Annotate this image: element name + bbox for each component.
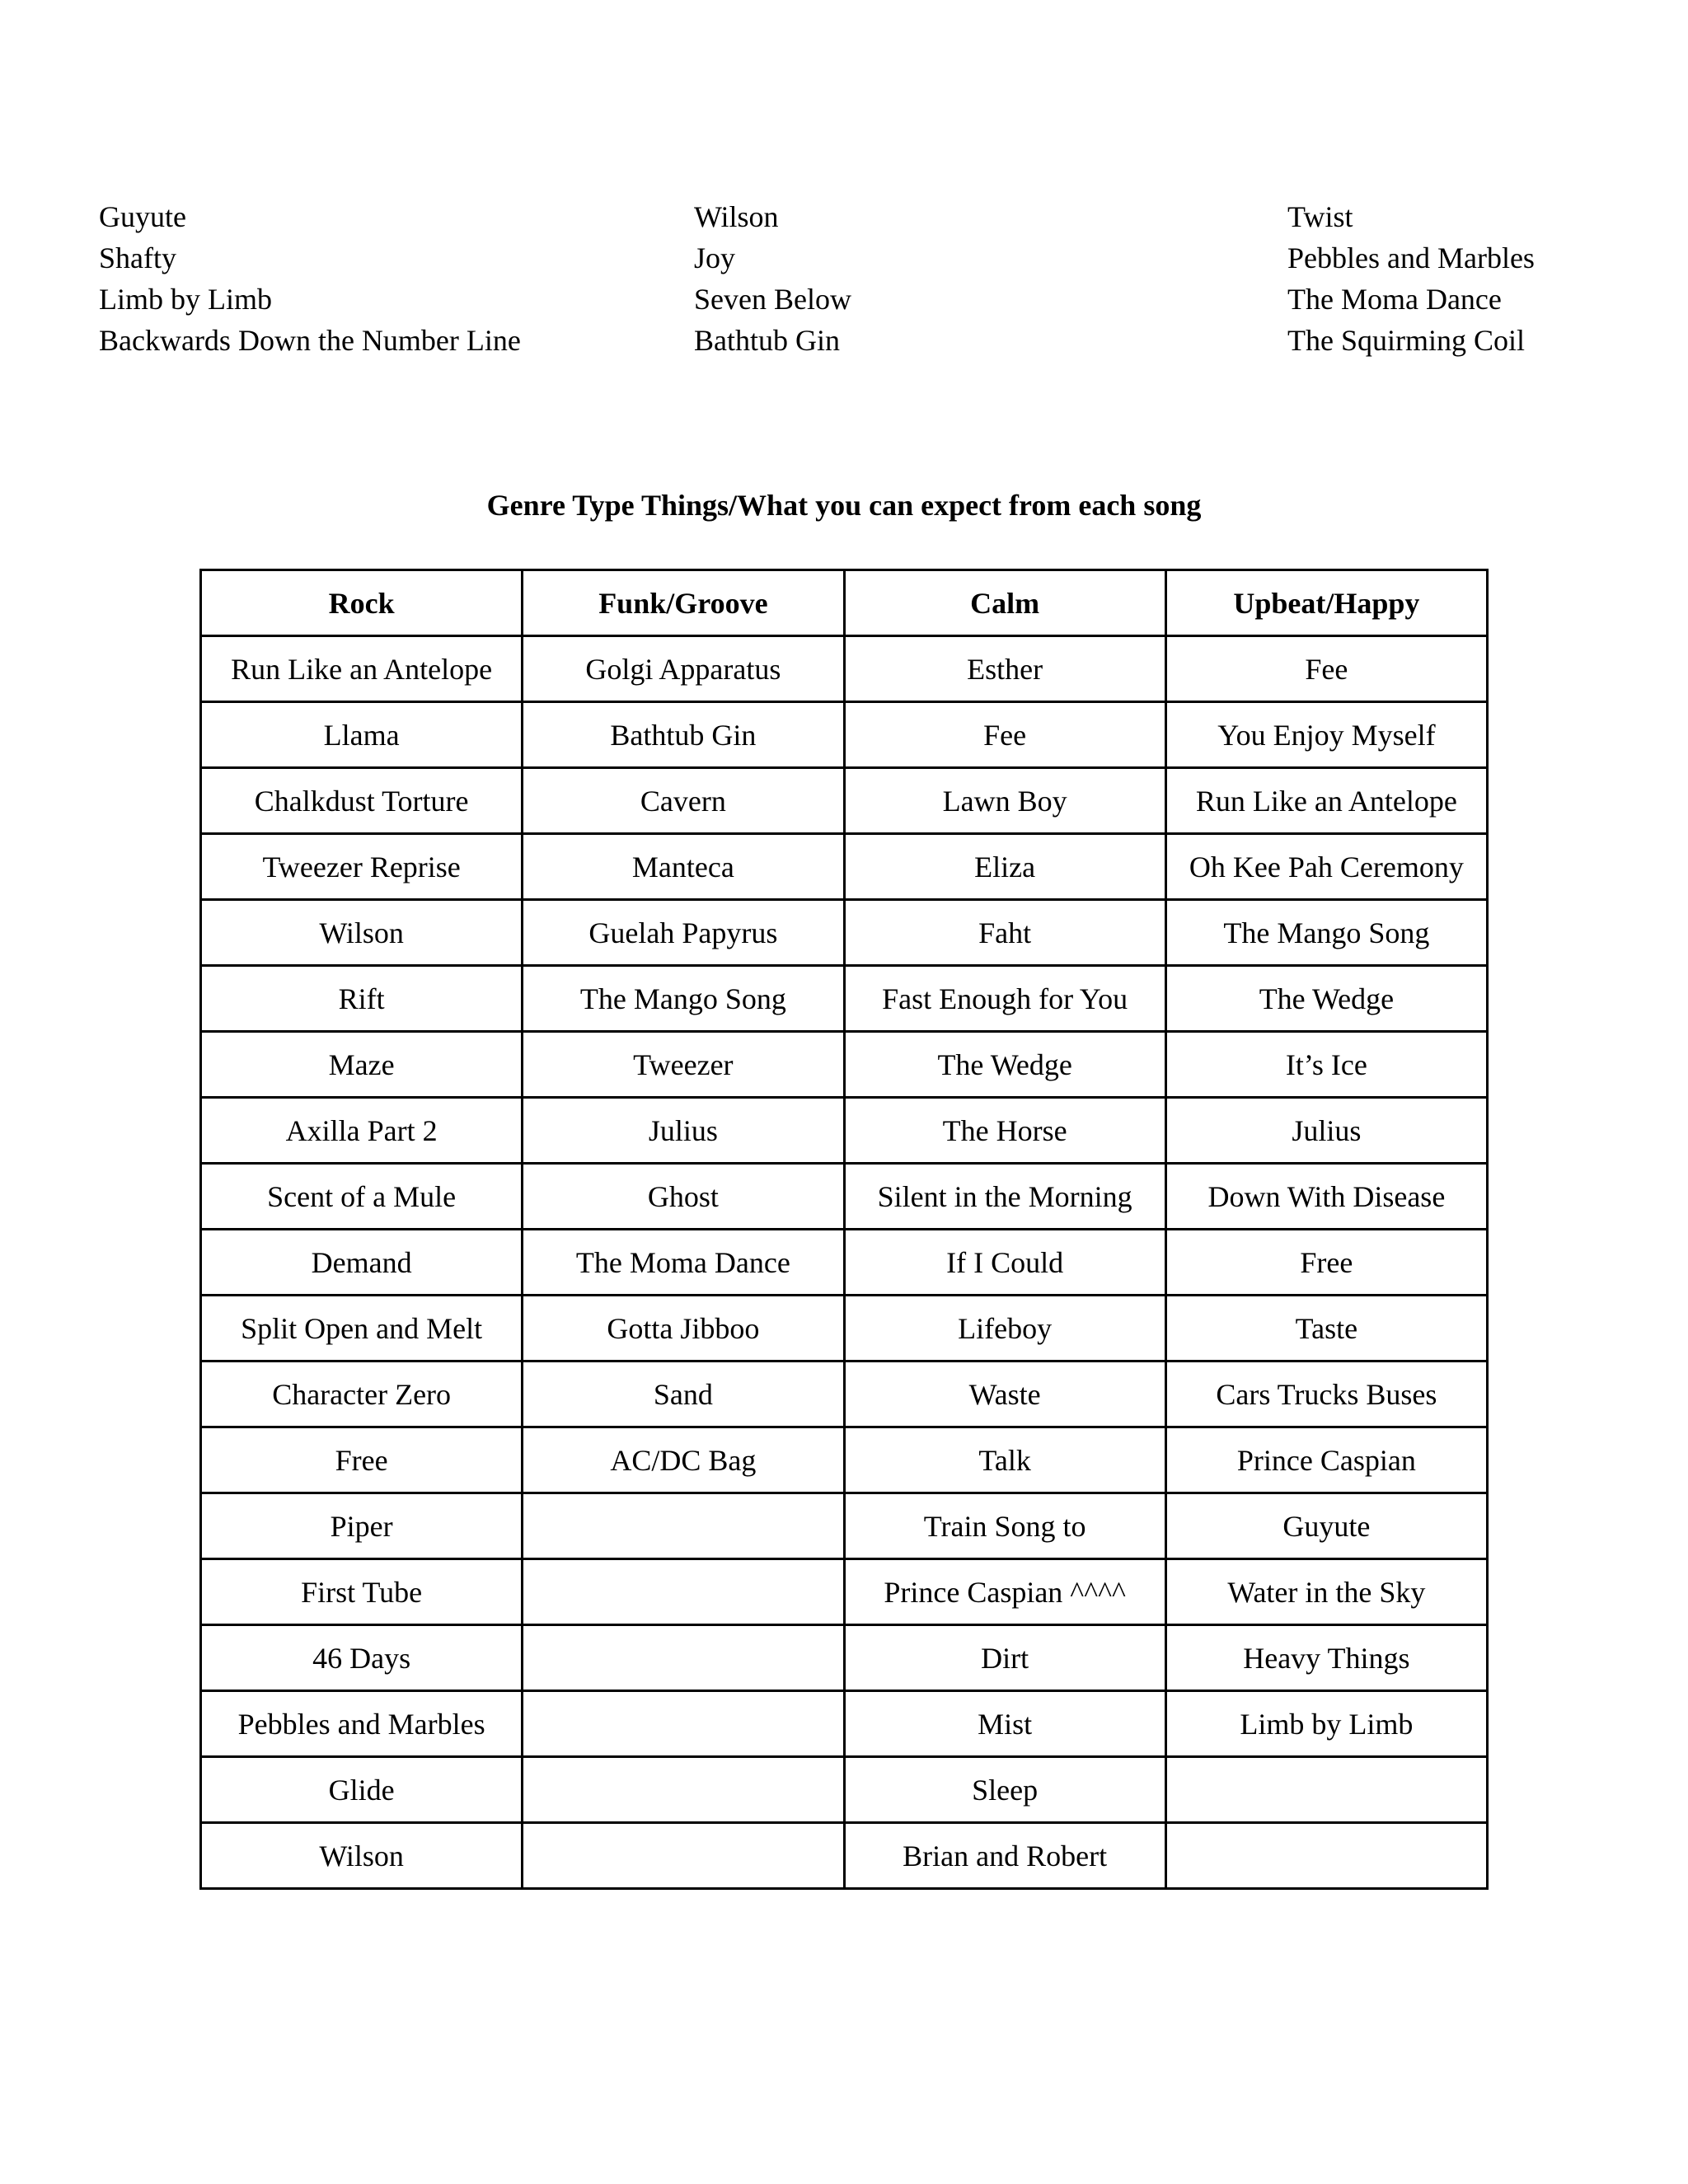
table-cell: If I Could: [844, 1230, 1165, 1296]
table-cell: Free: [201, 1427, 523, 1493]
table-cell: Down With Disease: [1165, 1164, 1487, 1230]
song-line: Wilson: [694, 200, 779, 233]
song-line: Joy: [694, 241, 736, 274]
column-header-upbeat-happy: Upbeat/Happy: [1165, 570, 1487, 636]
table-cell: Piper: [201, 1493, 523, 1559]
table-cell: Prince Caspian: [1165, 1427, 1487, 1493]
table-cell: Prince Caspian ^^^^: [844, 1559, 1165, 1625]
table-row: [201, 834, 1488, 900]
song-line: Seven Below: [694, 283, 851, 316]
table-cell: Guelah Papyrus: [523, 900, 844, 966]
table-cell: Lifeboy: [844, 1296, 1165, 1361]
table-row: [201, 966, 1488, 1032]
table-cell: Taste: [1165, 1296, 1487, 1361]
table-cell: Cars Trucks Buses: [1165, 1361, 1487, 1427]
table-cell: The Wedge: [1165, 966, 1487, 1032]
table-row: [201, 702, 1488, 768]
table-cell: You Enjoy Myself: [1165, 702, 1487, 768]
table-cell: Character Zero: [201, 1361, 523, 1427]
table-cell: AC/DC Bag: [523, 1427, 844, 1493]
table-cell: 46 Days: [201, 1625, 523, 1691]
table-cell: Demand: [201, 1230, 523, 1296]
column-header-calm: Calm: [844, 570, 1165, 636]
table-cell: Lawn Boy: [844, 768, 1165, 834]
column-header-funk-groove: Funk/Groove: [523, 570, 844, 636]
table-row: [201, 1559, 1488, 1625]
header-row: [201, 570, 1488, 636]
table-cell: Axilla Part 2: [201, 1098, 523, 1164]
table-cell: Pebbles and Marbles: [201, 1691, 523, 1757]
table-row: [201, 768, 1488, 834]
table-cell: Fee: [1165, 636, 1487, 702]
table-cell: [523, 1823, 844, 1889]
table-cell: Run Like an Antelope: [1165, 768, 1487, 834]
song-column: [1287, 196, 1535, 361]
table-row: [201, 1823, 1488, 1889]
song-column: [99, 196, 521, 361]
table-cell: Split Open and Melt: [201, 1296, 523, 1361]
table-cell: It’s Ice: [1165, 1032, 1487, 1098]
table-cell: Wilson: [201, 900, 523, 966]
table-row: [201, 1757, 1488, 1823]
table-cell: Guyute: [1165, 1493, 1487, 1559]
table-cell: Limb by Limb: [1165, 1691, 1487, 1757]
table-cell: Train Song to: [844, 1493, 1165, 1559]
table-cell: Talk: [844, 1427, 1165, 1493]
table-row: [201, 1230, 1488, 1296]
table-row: [201, 1098, 1488, 1164]
table-cell: The Moma Dance: [523, 1230, 844, 1296]
table-cell: Bathtub Gin: [523, 702, 844, 768]
song-line: Twist: [1287, 200, 1353, 233]
table-cell: Fee: [844, 702, 1165, 768]
genre-table: [199, 569, 1489, 1890]
table-cell: Heavy Things: [1165, 1625, 1487, 1691]
table-cell: Glide: [201, 1757, 523, 1823]
song-line: Limb by Limb: [99, 283, 272, 316]
table-title: Genre Type Things/What you can expect from each song: [486, 489, 1202, 522]
table-row: [201, 1493, 1488, 1559]
table-cell: Llama: [201, 702, 523, 768]
table-cell: [523, 1691, 844, 1757]
table-cell: Water in the Sky: [1165, 1559, 1487, 1625]
table-cell: Chalkdust Torture: [201, 768, 523, 834]
table-cell: Scent of a Mule: [201, 1164, 523, 1230]
song-line: Guyute: [99, 200, 186, 233]
table-row: [201, 1691, 1488, 1757]
table-cell: Mist: [844, 1691, 1165, 1757]
table-row: [201, 1032, 1488, 1098]
song-column: [694, 196, 851, 361]
song-line: Pebbles and Marbles: [1287, 241, 1535, 274]
song-line: The Squirming Coil: [1287, 324, 1525, 357]
table-cell: [523, 1559, 844, 1625]
table-cell: The Mango Song: [523, 966, 844, 1032]
column-header-rock: Rock: [201, 570, 523, 636]
table-cell: Wilson: [201, 1823, 523, 1889]
table-cell: Waste: [844, 1361, 1165, 1427]
table-cell: Cavern: [523, 768, 844, 834]
song-line: Bathtub Gin: [694, 324, 840, 357]
table-cell: Golgi Apparatus: [523, 636, 844, 702]
table-cell: Sleep: [844, 1757, 1165, 1823]
genre-table-body: [201, 636, 1488, 1889]
table-cell: Dirt: [844, 1625, 1165, 1691]
table-row: [201, 1361, 1488, 1427]
table-cell: [1165, 1823, 1487, 1889]
table-cell: Ghost: [523, 1164, 844, 1230]
table-cell: Silent in the Morning: [844, 1164, 1165, 1230]
table-cell: The Mango Song: [1165, 900, 1487, 966]
table-cell: [523, 1493, 844, 1559]
table-cell: Eliza: [844, 834, 1165, 900]
song-line: Shafty: [99, 241, 176, 274]
table-cell: The Horse: [844, 1098, 1165, 1164]
table-cell: Esther: [844, 636, 1165, 702]
table-row: [201, 1164, 1488, 1230]
table-cell: Manteca: [523, 834, 844, 900]
table-cell: Oh Kee Pah Ceremony: [1165, 834, 1487, 900]
table-row: [201, 1296, 1488, 1361]
table-cell: Brian and Robert: [844, 1823, 1165, 1889]
table-row: [201, 900, 1488, 966]
table-cell: [1165, 1757, 1487, 1823]
table-cell: First Tube: [201, 1559, 523, 1625]
table-row: [201, 636, 1488, 702]
table-cell: Julius: [1165, 1098, 1487, 1164]
table-cell: Tweezer Reprise: [201, 834, 523, 900]
table-cell: Fast Enough for You: [844, 966, 1165, 1032]
table-row: [201, 1427, 1488, 1493]
table-cell: Gotta Jibboo: [523, 1296, 844, 1361]
table-cell: Free: [1165, 1230, 1487, 1296]
table-cell: Sand: [523, 1361, 844, 1427]
table-cell: [523, 1625, 844, 1691]
song-list-columns: [99, 196, 1582, 369]
table-cell: The Wedge: [844, 1032, 1165, 1098]
table-cell: Tweezer: [523, 1032, 844, 1098]
table-cell: Run Like an Antelope: [201, 636, 523, 702]
table-cell: Rift: [201, 966, 523, 1032]
song-line: The Moma Dance: [1287, 283, 1502, 316]
table-row: [201, 1625, 1488, 1691]
table-cell: [523, 1757, 844, 1823]
song-line: Backwards Down the Number Line: [99, 324, 521, 357]
table-cell: Julius: [523, 1098, 844, 1164]
table-cell: Faht: [844, 900, 1165, 966]
table-cell: Maze: [201, 1032, 523, 1098]
